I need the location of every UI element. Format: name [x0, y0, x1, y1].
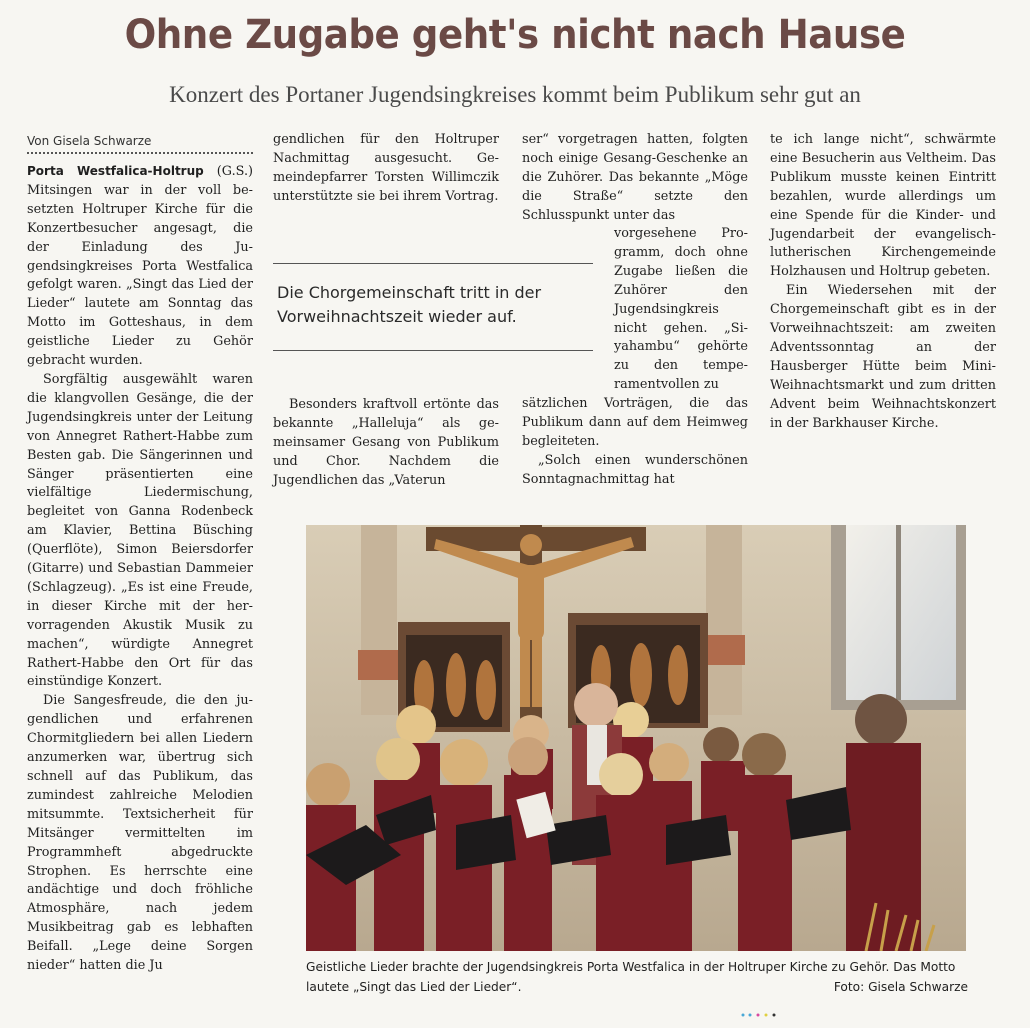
headline: Ohne Zugabe geht's nicht nach Hause — [124, 12, 906, 58]
paragraph: Ein Wiedersehen mit der Chorgemeinschaft gibt es in der Vorweihnachtszeit: am zweiten Adventssonntag an der Hausberger Hütte beim Mini-Weihnachtsmarkt und zum dritten Advent beim Weihnachtskonzert in der Barkhauser Kirche. — [770, 283, 996, 431]
paragraph: Besonders kraftvoll ertönte das bekannte „Halleluja“ als gemeinsamer Gesang von Publikum und Chor. Nachdem die Jugendlichen das „Vaterun — [273, 397, 499, 488]
lead-paragraph — [27, 162, 253, 371]
dateline: Porta Westfalica-Holtrup — [27, 164, 204, 178]
pull-quote — [273, 263, 593, 351]
paragraph: ser“ vorgetragen hatten, folgten noch einige Gesang-Geschenke an die Zuhörer. Das bekannte „Möge die Straße“ setzte den Schlusspunkt unter das — [522, 132, 748, 223]
registration-marks-icon — [740, 1011, 784, 1019]
paragraph: vorgesehene Programm, doch ohne Zugabe ließen die Zuhörer den Jugendsingkreis nicht gehen. „Siyahambu“ gehörte zu den temperamentvollen zu — [614, 226, 748, 393]
lead-text: (G.S.) Mitsingen war in der voll besetzten Holtruper Kirche für die Konzertbesucher angesagt, die der Einladung des Jugendsingkreises Porta Westfalica gefolgt waren. „Singt das Lied der Lieder“ lautete am Sonntag das Motto im Gotteshaus, in dem geistliche Lieder zu Gehör gebracht wurden. — [27, 164, 254, 369]
paragraph: Sorgfältig ausgewählt waren die klangvollen Gesänge, die der Jugendsingkreis unter der Leitung von Annegret Rathert-Habbe zum Besten gab. Die Sängerinnen und Sänger präsentierten eine vielfältige Liedermischung, begleitet von Ganna Rodenbeck am Klavier, Bettina Büsching (Querflöte), Simon Beiersdorfer (Gitarre) und Sebastian Dammeier (Schlagzeug). „Es ist eine Freude, in dieser Kirche mit der hervorragenden Akustik Musik zu machen“, würdigte Annegret Rathert-Habbe den Ort für das einstündige Konzert. — [27, 371, 253, 690]
column-3-narrow — [614, 225, 748, 395]
photo-caption — [306, 957, 968, 997]
pull-quote-text: Die Chorgemeinschaft tritt in der Vorweihnachtszeit wieder auf. — [277, 283, 542, 326]
column-3-top — [522, 131, 748, 226]
paragraph: „Solch einen wunderschönen Sonntagnachmittag hat — [522, 452, 748, 487]
column-2-bottom — [273, 396, 499, 491]
caption-text: Geistliche Lieder brachte der Jugendsingkreis Porta Westfalica in der Holtruper Kirche zu Gehör. Das Motto lautete „Singt das Lied der Lieder“. — [306, 960, 956, 994]
paragraph: Die Sangesfreude, die den jugendlichen und erfahrenen Chormitgliedern bei allen Liedern anzumerken war, übertrug sich schnell auf das Publikum, das zumindest zahlreiche Melodien mitsummte. Textsicherheit für Mitsänger vermittelten im Programmheft abgedruckte Strophen. Es herrschte eine andächtige und doch fröhliche Atmosphäre, nach jedem Musikbeitrag gab es lebhaften Beifall. „Lege deine Sorgen nieder“ hatten die Ju — [27, 693, 253, 974]
column-2-top — [273, 131, 499, 207]
column-1 — [27, 133, 253, 976]
photo-credit: Foto: Gisela Schwarze — [833, 980, 968, 994]
paragraph: sätzlichen Vorträgen, die das Publikum dann auf dem Heimweg begleiteten. — [522, 396, 748, 449]
color-registration-dots — [740, 1011, 784, 1022]
byline: Von Gisela Schwarze — [27, 133, 253, 154]
paragraph: te ich lange nicht“, schwärmte eine Besucherin aus Veltheim. Das Publikum musste keinen Eintritt bezahlen, wurde allerdings um eine Spende für die Kinder- und Jugendarbeit der evangelisch-lutherischen Kirchengemeinde Holzhausen und Holtrup gebeten. — [770, 132, 996, 280]
choir-photo-illustration — [306, 525, 966, 951]
paragraph: gendlichen für den Holtruper Nachmittag ausgesucht. Gemeindepfarrer Torsten Willimczik unterstützte sie bei ihrem Vortrag. — [273, 132, 499, 204]
column-4 — [770, 131, 996, 434]
subheadline: Konzert des Portaner Jugendsingkreises kommt beim Publikum sehr gut an — [169, 82, 861, 107]
choir-photo — [306, 525, 966, 951]
column-3-bottom — [522, 395, 748, 490]
